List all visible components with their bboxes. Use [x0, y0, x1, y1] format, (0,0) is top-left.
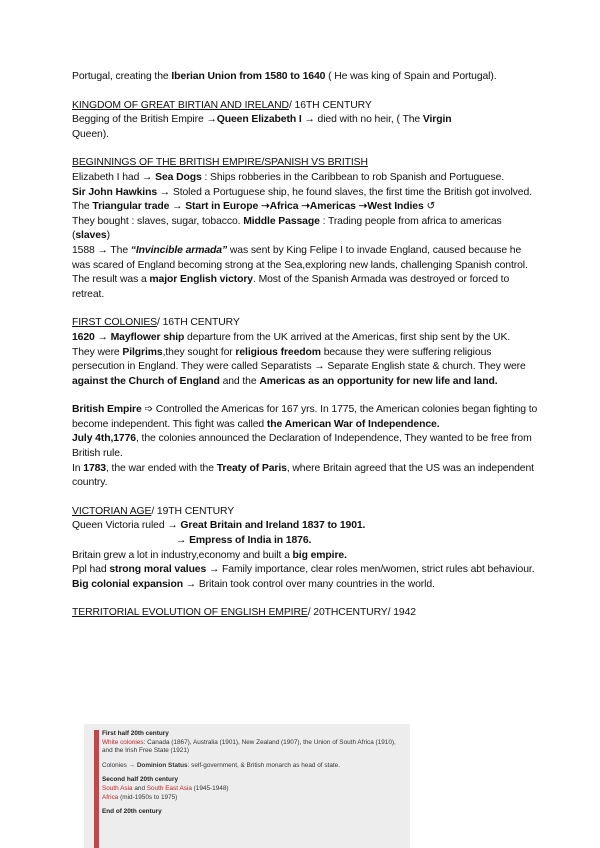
heading-underlined: FIRST COLONIES [72, 317, 158, 329]
bold-text: the American War of Independence. [266, 418, 440, 430]
paragraph-empress-india [72, 534, 542, 549]
paragraph-hawkins [72, 186, 542, 201]
paragraph-moral-values [72, 563, 542, 578]
bold-text: against the Church of England [72, 375, 220, 387]
text: and the [219, 375, 260, 387]
paragraph-triangular-trade [72, 200, 542, 215]
text: departure from the UK arrived at the Americas, first ship sent by the UK. [184, 331, 511, 343]
bold-text: Queen Elizabeth I [216, 114, 302, 126]
text: Begging of the British Empire → [72, 114, 217, 126]
bold-text: religious freedom [235, 346, 321, 358]
text: The [72, 201, 93, 213]
red-text: South East Asia [146, 784, 192, 792]
bold-text: Virgin [422, 114, 452, 126]
bold-text: Iberian Union from 1580 to 1640 [171, 71, 326, 82]
text: was sent by King Felipe I to invade England, caused because he was scared of England becoming strong at the Sea,exploring new lands, challenging Spanish control. The result was a [72, 244, 528, 286]
bold-text: Dominion Status [136, 761, 188, 769]
bold-italic-text: “Invincible armada” [130, 244, 228, 256]
bold-text: Triangular trade → Start in Europe ➝Africa ➝Americas ➝West Indies [92, 201, 424, 213]
bold-text: Great Britain and Ireland 1837 to 1901. [180, 520, 366, 532]
paragraph-armada [72, 244, 542, 302]
bold-text: July 4th,1776 [72, 433, 136, 445]
section-heading-first-colonies [72, 316, 542, 331]
bold-text: Pilgrims [122, 346, 163, 358]
text: : Trading people from africa to americas ( [72, 215, 502, 242]
text: → Family importance, clear roles men/women, strict rules abt behaviour. [206, 564, 535, 576]
red-text: White colonies [102, 738, 144, 746]
accent-bar [94, 730, 99, 848]
heading-suffix: / 16TH CENTURY [288, 99, 372, 111]
bold-text: strong moral values [109, 564, 207, 576]
paragraph-sea-dogs [72, 171, 542, 186]
heading-suffix: / 19TH CENTURY [151, 505, 235, 517]
cycle-icon: ↺ [423, 201, 436, 213]
bold-text: → Empress of India in 1876. [176, 535, 312, 547]
heading-underlined: BEGINNINGS OF THE BRITISH EMPIRE/SPANISH VS BRITISH [72, 157, 368, 169]
bold-text: 1620 → Mayflower ship [72, 331, 185, 343]
bold-text: slaves [75, 230, 107, 242]
bold-text: Americas as an opportunity for new life and land. [259, 375, 498, 387]
text: (mid-1950s to 1975) [118, 793, 178, 801]
section-heading-kingdom [72, 99, 542, 114]
heading-suffix: / 20THCENTURY/ 1942 [307, 607, 416, 619]
text: Britain grew a lot in industry,economy and built a [72, 549, 293, 561]
text: → Britain took control over many countries in the world. [182, 578, 435, 590]
text: 1588 → The [72, 244, 131, 256]
text: : Ships robberies in the Caribbean to rob Spanish and Portuguese. [201, 171, 505, 183]
text: and [132, 784, 147, 792]
text: (1945-1948) [191, 784, 229, 792]
section-heading-territorial [72, 606, 542, 621]
text: : Canada (1867), Australia (1901), New Zealand (1907), the Union of South Africa (1910), and the Irish Free State (1921) [102, 738, 396, 755]
bold-text: Middle Passage [243, 215, 320, 227]
text: , the colonies announced the Declaration of Independence, They wanted to be free from British rule. [72, 433, 532, 460]
text: Colonies → [102, 761, 137, 769]
text: ) [106, 230, 110, 242]
text: Ppl had [72, 564, 110, 576]
paragraph-mayflower [72, 331, 542, 346]
paragraph-pilgrims [72, 346, 542, 390]
text: Elizabeth I had → [72, 171, 156, 183]
text: : self-government, & British monarch as head of state. [187, 761, 340, 769]
heading-underlined: TERRITORIAL EVOLUTION OF ENGLISH EMPIRE [72, 607, 308, 619]
text: because they were suffering religious persecution in England. They were called Separatists → Separate English state & church. They were [72, 346, 526, 373]
image-subheading: End of 20th century [102, 808, 162, 816]
text: ➩ Controlled the Americas for 167 yrs. In 1775, the American colonies began fighting to become independent. This fight was called [72, 404, 538, 430]
text: ,they sought for [162, 346, 236, 358]
heading-underlined: VICTORIAN AGE [72, 505, 152, 517]
text: , where Britain agreed that the US was an independent country. [72, 462, 534, 489]
paragraph-elizabeth [72, 113, 542, 142]
text: ( He was king of Spain and Portugal). [325, 71, 497, 82]
red-text: South Asia [102, 784, 133, 792]
bold-text: big empire. [292, 549, 347, 561]
text: → died with no heir, ( The [301, 114, 423, 126]
heading-suffix: / 16TH CENTURY [157, 317, 240, 329]
text: → Stoled a Portuguese ship, he found slaves, the first time the British got involved. [157, 186, 532, 198]
image-content [102, 730, 404, 817]
image-africa [102, 794, 404, 803]
document-body [72, 70, 542, 621]
text: . Most of the Spanish Armada was destroyed or forced to retreat. [72, 274, 510, 300]
paragraph-industry [72, 549, 542, 564]
section-heading-victorian [72, 505, 542, 520]
text: They bought : slaves, sugar, tobacco. [72, 215, 244, 227]
text: , the war ended with the [105, 462, 217, 474]
paragraph-colonial-expansion [72, 578, 542, 593]
text: In [72, 462, 84, 474]
section-heading-beginnings [72, 156, 542, 171]
bold-text: 1783 [83, 462, 106, 474]
bold-text: Treaty of Paris [216, 462, 287, 474]
paragraph-july-4th [72, 432, 542, 461]
paragraph-middle-passage [72, 215, 542, 244]
bold-text: British Empire [72, 404, 142, 416]
text: Queen). [72, 128, 109, 140]
paragraph-treaty-paris [72, 462, 542, 491]
bold-text: Big colonial expansion [72, 578, 183, 590]
image-subheading: First half 20th century [102, 730, 169, 737]
bold-text: major English victory [149, 274, 253, 286]
paragraph-iberian-union [72, 70, 542, 85]
bold-text: Sir John Hawkins [72, 186, 158, 198]
image-asia [102, 785, 404, 794]
paragraph-queen-victoria [72, 519, 542, 534]
text: Queen Victoria ruled → [72, 520, 181, 532]
heading-underlined: KINGDOM OF GREAT BIRTIAN AND IRELAND [72, 99, 289, 111]
image-white-colonies [102, 739, 404, 756]
bold-text: Sea Dogs [155, 171, 202, 183]
image-dominion-status [102, 762, 404, 771]
territorial-evolution-image [84, 724, 410, 848]
text: They were [72, 346, 123, 358]
text: Portugal, creating the [72, 71, 172, 82]
red-text: Africa [102, 793, 119, 801]
image-subheading: Second half 20th century [102, 776, 178, 784]
paragraph-british-empire [72, 403, 542, 432]
